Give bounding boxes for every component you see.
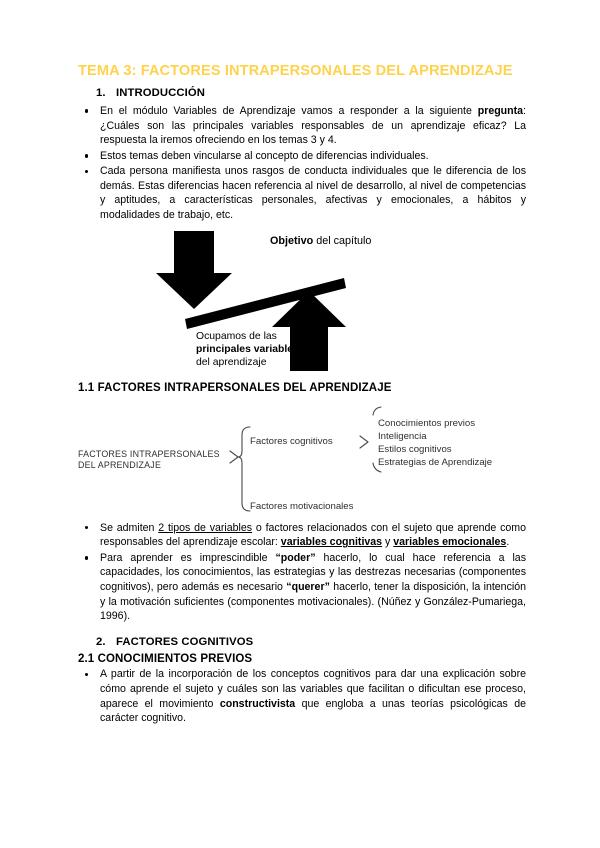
- heading-2-factores-cognitivos: [78, 635, 526, 650]
- heading-1-introduccion: [78, 86, 526, 101]
- introduccion-bullet-list: [78, 104, 526, 223]
- bullet-2-text: Estos temas deben vincularse al concepto de diferencias individuales.: [100, 149, 429, 162]
- list-item: [78, 667, 526, 725]
- s2-b1-bold-constructivista: constructivista: [219, 697, 296, 710]
- figure-label-ocupamos: [196, 330, 299, 370]
- heading-2-1-conocimientos-previos: 2.1 CONOCIMIENTOS PREVIOS: [78, 653, 253, 666]
- bullet-1-text-b: : ¿Cuáles son las principales variables responsables de un aprendizaje eficaz? La respuesta la iremos ofreciendo en los temas 3 y 4.: [100, 104, 526, 147]
- b1-text-d: .: [506, 536, 510, 549]
- list-item: [78, 521, 526, 550]
- b1-underline-tipos: 2 tipos de variables: [158, 521, 253, 534]
- list-item: [78, 149, 526, 164]
- tree-root-line-1: FACTORES INTRAPERSONALES: [78, 448, 220, 459]
- balance-seesaw-diagram: [78, 231, 526, 381]
- objetivo-rest: del capítulo: [313, 234, 372, 247]
- b1-bold-underline-emocionales: variables emocionales: [393, 536, 507, 549]
- tree-root-label: [78, 449, 220, 472]
- tree-root-line-2: DEL APRENDIZAJE: [78, 460, 162, 471]
- bullet-3-text: Cada persona manifiesta unos rasgos de conducta individuales que le diferencia de los demás. Estas diferencias hacen referencia al nivel de desarrollo, al nivel de competencias y aptitudes, a características personales, afectivas y emocionales, a hábitos y modalidades de trabajo, etc.: [100, 165, 526, 222]
- cognitivos-pointer: [360, 436, 368, 448]
- b1-text-c: y: [382, 536, 394, 549]
- b2-text-b: hacerlo, lo cual hace referencia a las capacidades, los conocimientos, las estrategias y las destrezas necesarias (componentes cognitivos), pero además es necesario: [100, 551, 526, 593]
- ocupamos-line-1: Ocupamos de las: [196, 330, 277, 342]
- tree-cognitivos-items: [378, 417, 492, 470]
- s2-b1-text-a: A partir de la incorporación de los conceptos cognitivos para dar una explicación sobre cómo aprende el sujeto y cuáles son las variables que facilitan o dificultan ese proceso, aparece el movimiento: [100, 668, 526, 710]
- down-arrow-icon: [156, 231, 232, 309]
- factores-bullet-list: [78, 521, 526, 624]
- b1-text-b: o factores relacionados con el sujeto que aprende como responsables del aprendizaje escolar:: [100, 521, 526, 549]
- objetivo-bold: Objetivo: [270, 234, 314, 247]
- b2-bold-querer: “querer”: [286, 580, 330, 593]
- tree-branch-motivacionales: Factores motivacionales: [250, 500, 354, 512]
- list-item: Inteligencia: [378, 430, 427, 442]
- document-content: [78, 62, 526, 727]
- list-item: [78, 104, 526, 148]
- b1-text-a: Se admiten: [100, 521, 159, 534]
- b1-bold-underline-cognitivas: variables cognitivas: [280, 536, 383, 549]
- spacer: [78, 625, 526, 635]
- bullet-1-bold-pregunta: pregunta: [477, 104, 524, 117]
- conocimientos-previos-bullet-list: [78, 667, 526, 725]
- list-item: Conocimientos previos: [378, 417, 476, 429]
- list-item: Estrategias de Aprendizaje: [378, 457, 493, 469]
- ocupamos-line-3: del aprendizaje: [196, 357, 267, 369]
- list-item: [78, 551, 526, 624]
- s2-b1-text-b: que engloba a unas teorías psicológicas de carácter cognitivo.: [100, 697, 526, 725]
- heading-2-number: 2.: [96, 635, 106, 648]
- heading-2-label: FACTORES COGNITIVOS: [116, 635, 254, 648]
- heading-1-label: INTRODUCCIÓN: [116, 87, 206, 100]
- root-pointer: [230, 451, 238, 463]
- heading-1-1-factores-intrapersonales: 1.1 FACTORES INTRAPERSONALES DEL APRENDIZAJE: [78, 381, 392, 394]
- b2-text-a: Para aprender es imprescindible: [100, 551, 276, 564]
- heading-1-number: 1.: [96, 87, 106, 100]
- list-item: [78, 164, 526, 222]
- bullet-1-text-a: En el módulo Variables de Aprendizaje vamos a responder a la siguiente: [100, 104, 478, 117]
- list-item: Estilos cognitivos: [378, 444, 452, 455]
- tree-branch-cognitivos: Factores cognitivos: [250, 435, 333, 447]
- figure-label-objetivo: [270, 235, 371, 248]
- ocupamos-line-2: principales variables: [196, 344, 299, 356]
- b2-bold-poder: “poder”: [275, 551, 316, 564]
- b2-text-c: hacerlo, tener la disposición, la intención y la motivación suficientes (componentes motivacionales). (Núñez y González-Pumariega, 1996).: [100, 580, 526, 623]
- page-title: TEMA 3: FACTORES INTRAPERSONALES DEL APRENDIZAJE: [78, 63, 513, 79]
- main-brace: [238, 427, 250, 511]
- factores-intrapersonales-tree: [78, 403, 526, 521]
